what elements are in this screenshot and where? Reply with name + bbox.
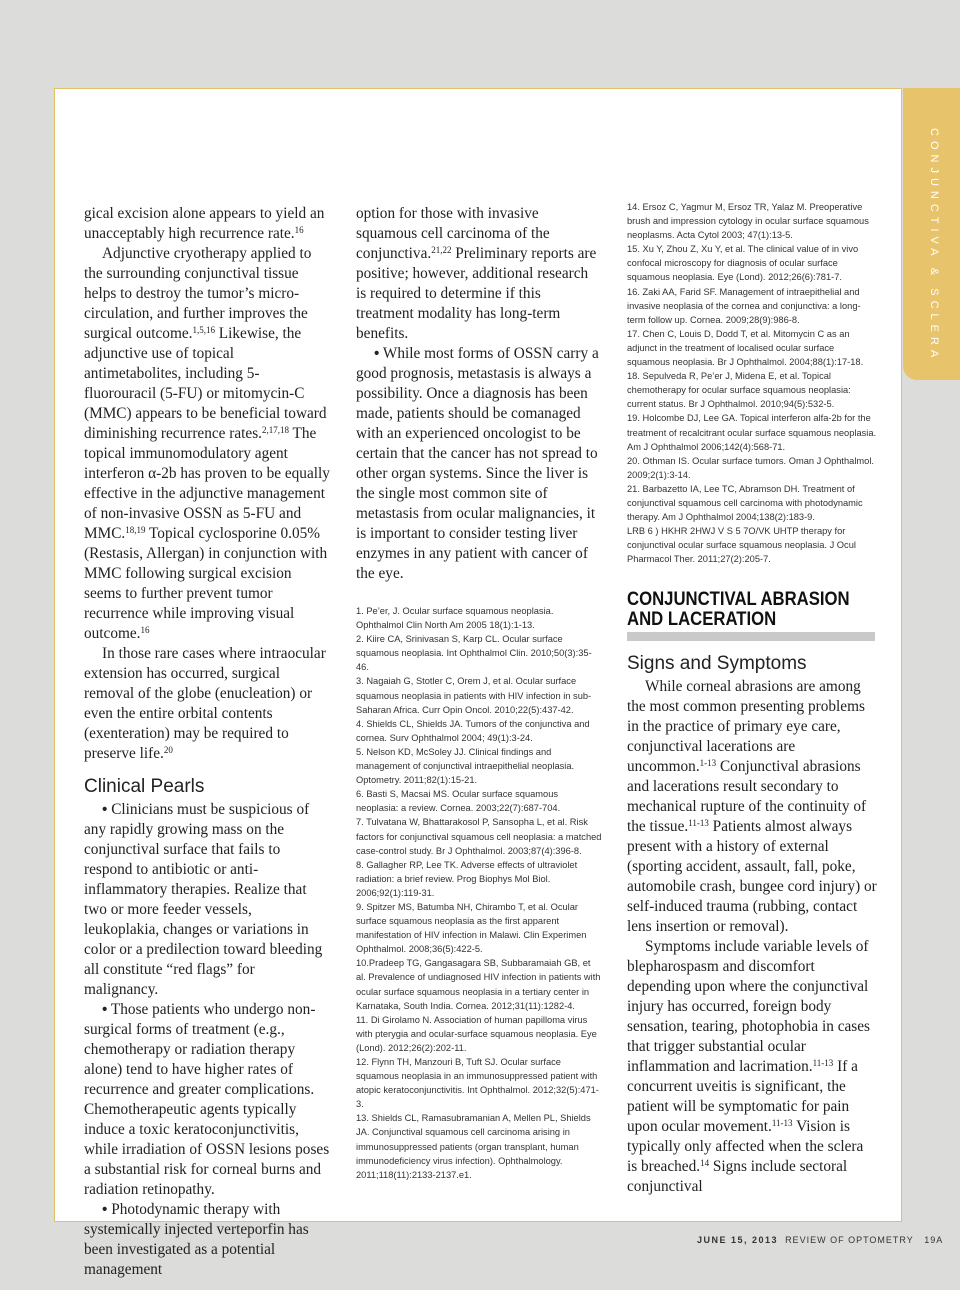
reference-item: 6. Basti S, Macsai MS. Ocular surface squamous neoplasia: a review. Cornea. 2003;22(7):687-704. xyxy=(356,789,561,814)
reference-item: 16. Zaki AA, Farid SF. Management of intraepithelial and invasive neoplasia of the cornea and conjunctiva: a long-term follow up. Cornea. 2009;28(9):986-8. xyxy=(627,286,861,325)
paragraph: While corneal abrasions are among the most common presenting problems in the practice of primary eye care, conjunctival lacerations are uncommon.$^{1-13}$ Conjunctival abrasions and lacerations result secondary to mechanical rupture of the continuity of the tissue.$^{11-13}$ Patients almost always present with a history of external (sporting accident, assault, fall, poke, automobile crash, bungee cord injury) or self-induced trauma (rubbing, contact lens insertion or removal). xyxy=(627,678,877,936)
footer-page-number: 19A xyxy=(924,1235,944,1245)
reference-item: 14. Ersoz C, Yagmur M, Ersoz TR, Yalaz M. Preoperative brush and impression cytology in ocular surface squamous neoplasms. Acta Cytol 2003; 47(1):13-5. xyxy=(627,202,869,241)
reference-item: 17. Chen C, Louis D, Dodd T, et al. Mitomycin C as an adjunct in the treatment of localised ocular surface squamous neoplasia. Br J Ophthalmol. 2004;88(1):17-18. xyxy=(627,328,864,368)
bullet-text: Clinicians must be suspicious of any rapidly growing mass on the conjunctival surface that fails to respond to antibiotic or anti-inflammatory therapies. Realize that two or more feeder vessels, leukoplakia, changes or variations in color or a predilection toward bleeding all constitute “red flags” for malignancy. xyxy=(84,801,323,998)
reference-item: 11. Di Girolamo N. Association of human papilloma virus with pterygia and ocular-surface squamous neoplasia. Eye (Lond). 2012;26(2):202-11. xyxy=(356,1014,597,1053)
bullet-text: Those patients who undergo non-surgical forms of treatment (e.g., chemotherapy or radiation therapy alone) tend to have higher rates of recurrence and greater complications. Chemotherapeutic agents typically induce a toxic keratoconjunctivitis, while irradiation of OSSN lesions poses a substantial risk for corneal burns and radiation retinopathy. xyxy=(84,1001,330,1198)
bullet-icon: • xyxy=(102,801,108,818)
citation-superscript: 1,5,16 xyxy=(192,325,215,335)
bullet-paragraph xyxy=(84,1000,330,1200)
bullet-icon: • xyxy=(102,1201,108,1218)
footer-journal: REVIEW OF OPTOMETRY xyxy=(785,1235,914,1245)
citation-superscript: 11-13 xyxy=(771,1118,793,1129)
column-1 xyxy=(84,204,330,1280)
reference-item: 12. Flynn TH, Manzouri B, Tuft SJ. Ocular surface squamous neoplasia in an immunosuppressed patient with atopic keratoconjunctivitis. Int Ophthalmol. 2012;32(5):471-3. xyxy=(356,1057,599,1110)
reference-item: 18. Sepulveda R, Pe’er J, Midena E, et al. Topical chemotherapy for ocular surface squamous neoplasia: current status. Br J Ophthalmol. 2010;94(5):532-5. xyxy=(627,371,851,410)
section-heading xyxy=(627,590,873,632)
reference-item: 8. Gallagher RP, Lee TK. Adverse effects of ultraviolet radiation: a brief review. Prog Biophys Mol Biol. 2006;92(1):119-31. xyxy=(356,859,578,898)
section-heading-line: AND LACERATION xyxy=(627,609,777,631)
signs-and-symptoms-heading: Signs and Symptoms xyxy=(627,653,807,675)
column-3 xyxy=(627,200,877,1197)
page-footer xyxy=(697,1235,943,1245)
section-heading-line: CONJUNCTIVAL ABRASION xyxy=(627,589,850,611)
reference-item: 5. Nelson KD, McSoley JJ. Clinical findings and management of conjunctival intraepithelial neoplasia. Optometry. 2011;82(1):15-21. xyxy=(356,746,575,786)
reference-item: 20. Othman IS. Ocular surface tumors. Oman J Ophthalmol. 2009;2(1):3-14. xyxy=(627,455,874,480)
bullet-paragraph xyxy=(84,800,330,1000)
citation-superscript: 18,19 xyxy=(125,525,146,535)
bullet-icon: • xyxy=(374,345,380,362)
references-list xyxy=(356,604,602,1182)
paragraph: option for those with invasive squamous cell carcinoma of the conjunctiva.$^{21,22}$ Preliminary reports are positive; however, additional research is required to determine if this treatment modality has long-term benefits. xyxy=(356,205,597,342)
footer-date: JUNE 15, 2013 xyxy=(697,1235,779,1245)
reference-item: 4. Shields CL, Shields JA. Tumors of the conjunctiva and cornea. Surv Ophthalmol 2004; 49(1):3-24. xyxy=(356,718,590,743)
citation-superscript: 20 xyxy=(163,745,173,755)
clinical-pearls-heading: Clinical Pearls xyxy=(84,776,205,797)
reference-item: 13. Shields CL, Ramasubramanian A, Mellen PL, Shields JA. Conjunctival squamous cell carcinoma arising in immunosuppressed patients (organ transplant, human immunodeficiency virus infection). Ophthalmology. 2011;118(11):2133-2137.e1. xyxy=(356,1113,591,1180)
paragraph: Symptoms include variable levels of blepharospasm and discomfort depending upon where the conjunctival injury has occurred, foreign body sensation, tearing, photophobia in cases that trigger substantial ocular inflammation and lacrimation.$^{11-13}$ If a concurrent uveitis is significant, the patient will be symptomatic for pain upon ocular movement.$^{11-13}$ Vision is typically only affected when the sclera is breached.$^{14}$ Signs include sectoral conjunctival xyxy=(627,938,870,1196)
bullet-text: Photodynamic therapy with systemically injected verteporfin has been investigated as a potential management xyxy=(84,1201,309,1278)
paragraph: gical excision alone appears to yield an unacceptably high recurrence rate.$^{16}$ xyxy=(84,205,325,242)
reference-item: 10.Pradeep TG, Gangasagara SB, Subbaramaiah GB, et al. Prevalence of undiagnosed HIV infection in patients with ocular surface squamous neoplasia in a tertiary center in Karnataka, South India. Cornea. 2012;31(11):1282-4. xyxy=(356,958,601,1011)
citation-superscript: 2,17,18 xyxy=(261,425,289,435)
references-list xyxy=(627,200,877,566)
bullet-paragraph xyxy=(84,1200,330,1280)
citation-superscript: 1-13 xyxy=(699,758,717,769)
paragraph: In those rare cases where intraocular extension has occurred, surgical removal of the globe (enucleation) or even the entire orbital contents (exenteration) may be required to preserve life.$^{20}$ xyxy=(84,645,326,762)
reference-item: 15. Xu Y, Zhou Z, Xu Y, et al. The clinical value of in vivo confocal microscopy for diagnosis of ocular surface squamous neoplasia. Eye (Lond). 2012;26(6):781-7. xyxy=(627,244,859,283)
citation-superscript: 16 xyxy=(140,625,150,635)
reference-item: 19. Holcombe DJ, Lee GA. Topical interferon alfa-2b for the treatment of recalcitrant ocular surface squamous neoplasia. Am J Ophthalmol 2006;142(4):568-71. xyxy=(627,413,877,452)
column-2 xyxy=(356,204,602,1182)
reference-item: 3. Nagaiah G, Stotler C, Orem J, et al. Ocular surface squamous neoplasia in patients with HIV infection in sub-Saharan Africa. Curr Opin Oncol. 2010;22(5):437-42. xyxy=(356,676,592,715)
citation-superscript: 11-13 xyxy=(688,818,709,829)
reference-item: 1. Pe’er, J. Ocular surface squamous neoplasia. Ophthalmol Clin North Am 2005 18(1):1-13. xyxy=(356,606,554,631)
reference-item: 7. Tulvatana W, Bhattarakosol P, Sansopha L, et al. Risk factors for conjunctival squamous cell neoplasia: a matched case-control study. Br J Ophthalmol. 2003;87(4):396-8. xyxy=(356,817,602,856)
paragraph: Adjunctive cryotherapy applied to the surrounding conjunctival tissue helps to destroy the tumor’s micro-circulation, and further improves the surgical outcome.$^{1,5,16}$ Likewise, the adjunctive use of topical antimetabolites, including 5-fluorouracil (5-FU) or mitomycin-C (MMC) appears to be beneficial toward diminishing recurrence rates.$^{2,17,18}$ The topical immunomodulatory agent interferon α-2b has proven to be equally effective in the adjunctive management of non-invasive OSSN as 5-FU and MMC.$^{18,19}$ Topical cyclosporine 0.05% (Restasis, Allergan) in conjunction with MMC following surgical excision seems to further prevent tumor recurrence while improving visual outcome.$^{16}$ xyxy=(84,245,330,642)
bullet-icon: • xyxy=(102,1001,108,1018)
citation-superscript: 21,22 xyxy=(431,245,452,255)
bullet-paragraph xyxy=(356,344,602,584)
reference-item: 9. Spitzer MS, Batumba NH, Chirambo T, et al. Ocular surface squamous neoplasia as the first apparent manifestation of HIV infection in Malawi. Clin Experimen Ophthalmol. 2008;36(5):422-5. xyxy=(356,901,587,955)
section-heading-rule xyxy=(627,632,875,641)
citation-superscript: 14 xyxy=(700,1158,710,1169)
reference-item: 2. Kiire CA, Srinivasan S, Karp CL. Ocular surface squamous neoplasia. Int Ophthalmol Clin. 2010;50(3):35-46. xyxy=(356,634,592,673)
citation-superscript: 11-13 xyxy=(812,1058,834,1069)
side-tab-label: CONJUNCTIVA & SCLERA xyxy=(928,128,940,363)
citation-superscript: 16 xyxy=(294,225,304,235)
bullet-text: While most forms of OSSN carry a good prognosis, metastasis is always a possibility. Once a diagnosis has been made, patients should be comanaged with an experienced oncologist to be certain that the cancer has not spread to other organ systems. Since the liver is the single most common site of metastasis from ocular malignancies, it is important to consider testing liver enzymes in any patient with cancer of the eye. xyxy=(356,345,599,582)
reference-item: LRB 6 ) HKHR 2HWJ V S 5 7O/VK UHTP therapy for conjunctival ocular surface squamous neoplasia. J Ocul Pharmacol Ther. 2011;27(2):205-7. xyxy=(627,526,856,565)
reference-item: 21. Barbazetto IA, Lee TC, Abramson DH. Treatment of conjunctival squamous cell carcinoma with photodynamic therapy. Am J Ophthalmol 2004;138(2):183-9. xyxy=(627,483,863,523)
